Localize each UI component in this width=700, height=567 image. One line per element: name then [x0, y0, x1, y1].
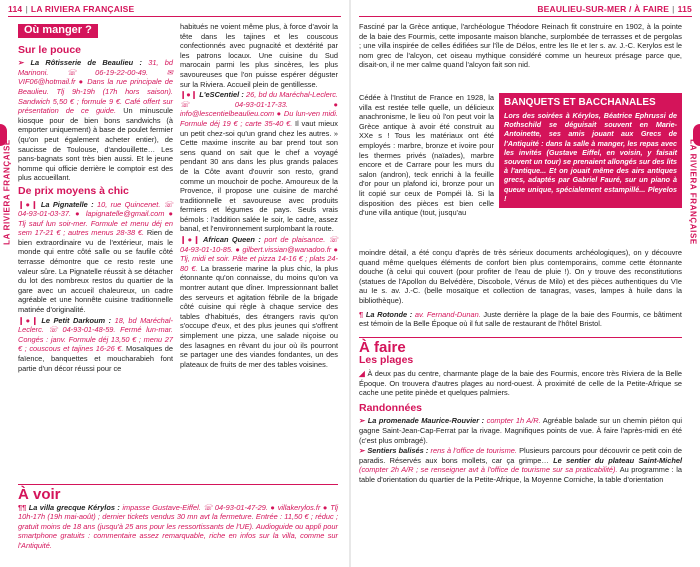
entry-name: L'eSCentiel : [199, 90, 244, 100]
left-page-number: 114 [8, 4, 23, 14]
right-page [351, 0, 700, 567]
entry-name: La Rôtisserie de Beaulieu : [30, 58, 142, 68]
entry-info: av. Fernand-Dunan. [414, 309, 481, 319]
entry-african-queen [180, 235, 338, 369]
kerylos-intro: Fasciné par la Grèce antique, l'archéologue Théodore Reinach fit construire en 1902, à la pointe de la baie des Fourmis, cette imposante maison blanche, surplombée de terrasses et de pergolas ; une villa inspirée de celles édifiées sur l'île de Délos, entre les IIe et Ier s. av. J.-C. Kerylos est le nom grec de l'alcyon, cet oiseau mythique considéré comme un heureux présage parce que, disait-on, il ne mer calme quand l'alcyon fait son nid. [359, 22, 682, 70]
entry-info: 10, rue Quincenet. ☏ 04-93-01-03-37. ● lapignatelle@gmail.com ● Tlj sauf lun soir-mer. Formule et menu déj en sem 17-21 € ; autres menus 28-38 €. [18, 199, 174, 238]
monument-icon: ¶¶ [18, 502, 27, 512]
entry-name: La villa grecque Kérylos : [28, 502, 120, 512]
walk-icon: ➢ [359, 416, 366, 426]
left-running-head: 114 | LA RIVIERA FRANÇAISE [8, 4, 135, 14]
entry-text: Un minuscule kiosque pour de bien bons sandwichs (à emporter uniquement) à base de poulet fermier (qu'on peut également acheter entier), de saucisse de Toulouse, d'andouillette… Les pans-bagnats sont très bien aussi. Et le jeune homme qui officie derrière le comptoir est des plus accueillant. [18, 106, 173, 183]
entry-name: La promenade Maurice-Rouvier : [367, 416, 485, 426]
right-page-number: 115 [677, 4, 692, 14]
left-side-tab-label: LA RIVIERA FRANÇAISE [2, 139, 12, 245]
entry-info: impasse Gustave-Eiffel. ☏ 04-93-01-47-29. ● villakerylos.fr ● Tlj 10h-17h (19h mai-août) ; dernier tickets vendus 30 mn avt la fermeture. Entrée : 11,50 € ; réduc ; gratuit moins de 18 ans (jusqu'à 25 ans pour les ressortissants de l'UE). Audioguide ou appli pour smartphone gratuits : commentaire assez remarquable, riche en infos sur la villa, comme sur l'Antiquité. [18, 502, 338, 550]
box-title: BANQUETS ET BACCHANALES [504, 97, 656, 108]
heading-randonnees: Randonnées [359, 401, 423, 414]
monument-icon: ¶ [359, 309, 364, 319]
sidebar-box-banquets [499, 93, 682, 208]
entry-escentiel [180, 90, 338, 234]
right-wrap-column [359, 93, 494, 219]
entry-text: Juste derrière la plage de la baie des Fourmis, ce bâtiment est témoin de la Belle Époque où il fut salle de restaurant de l'hôtel Bristol. [359, 309, 682, 329]
heading-a-faire: À faire [359, 337, 682, 353]
restaurant-icon: ❙●❙ [18, 315, 38, 325]
entry-text: Il vaut mieux un petit chez-soi qu'un grand chez les autres. » Cette maxime inscrite au bar prend tout son sens quand on sait que le chef a voyagé pendant 30 ans dans les plus grands palaces de la Côte avant d'ouvrir son resto, grand comme un mouchoir de poche. Amoureux de la Provence, il propose une cuisine de marché traditionnelle et savoureuse avec produits fermiers et légumes de pays. Seuls vrais bémols : l'addition salée le soir, le cadre, assez banal, et l'environnement surplombant la route. [180, 118, 338, 234]
entry-petit-darkoum [18, 316, 173, 374]
entry-info: 26, bd du Maréchal-Leclerc. ☏ 04-93-01-17-33. ● info@lescentielbeaulieu.com ● Du lun-ven midi. Formule déj 19 € ; carte 35-40 €. [180, 90, 338, 128]
left-column-2 [180, 22, 338, 370]
entry-name: La Pignatelle : [40, 199, 94, 209]
beach-icon: ◢ [359, 368, 366, 378]
entry-name: African Queen : [203, 235, 261, 245]
left-bottom-section [18, 480, 338, 552]
entry-pignatelle [18, 200, 173, 315]
entry-text: Mosaïques de faïence, banquettes et moucharabieh font partie d'un décor réussi pour ce [18, 344, 173, 373]
entry-villa-kerylos [18, 503, 338, 551]
entry-text: Rien de bien extraordinaire vu de l'extérieur, mais le monde qui entre côté salle ou se faufile côté terrasse démontre que ce resto reste une valeur sûre. La Pignatelle réussit à se détacher du lot des nombreux restos du quartier de la gare avec un accueil chaleureux, un cadre agréable et une honnête cuisine traditionnelle matinée d'originalité. [18, 228, 173, 315]
right-running-title: BEAULIEU-SUR-MER / À FAIRE [537, 4, 670, 14]
takeaway-icon: ➢ [18, 58, 25, 68]
right-side-tab-label: LA RIVIERA FRANÇAISE [688, 139, 698, 245]
kerylos-wrap-text: Cédée à l'Institut de France en 1928, la villa est restée telle quelle, un délicieux anachronisme, le lieu où l'on peut voir la Grèce antique à avoir été construit au XXe s ! Tous les matériaux ont été employés : marbre, bronze et ivoire pour les thermes privés (naïades), marbre encore et de Carrare pour les murs du salon (andron), teck enrichi à la feuille d'or pour un plafond ici, bronze pour un lit copié sur ceux de Pompéi là. Si la disposition des pièces est bien celle d'une villa antique (tout, jusqu'au [359, 93, 494, 218]
entry-info: 31, bd Marinoni. ☏ 06-19-22-00-49. ✉ VIF06@hotmail.fr ● Dans la rue principale de Beaulieu. Tlj 9h-19h (17h hors saison). Sandwich 5,50 € ; formule 9 €. Café offert sur présentation de ce guide. [18, 58, 173, 116]
right-running-head: BEAULIEU-SUR-MER / À FAIRE | 115 [537, 4, 692, 14]
entry-subname: Le sentier du plateau Saint-Michel [553, 455, 683, 465]
left-side-tab [0, 112, 14, 272]
entry-subtext: Au programme : la table d'orientation du quartier de la Petite-Afrique, la Moyenne Corniche, la table d'orientation [359, 465, 682, 484]
heading-sur-le-pouce: Sur le pouce [18, 43, 82, 56]
plages-text [359, 369, 682, 398]
right-intro [359, 22, 682, 71]
restaurant-icon: ❙●❙ [180, 90, 198, 100]
entry-info: 18, bd Maréchal-Leclerc. ☏ 04-93-01-48-59. Fermé lun-mar. Congés : janv. Formule déj 13,50 € ; menu 27 € ; couscous et tajines 16-26 €. [18, 315, 173, 354]
left-column-1 [18, 22, 173, 374]
kerylos-continuation: moindre détail, a été conçu d'après de très sérieux documents archéologiques), on y découvre quand même quelques éléments de confort bien plus contemporains, comme cette étonnante douche (à celui qui couvert (pour profiter de l'eau de pluie !). On y trouve des reconstitutions (statues de l'Apollon du Belvédère, Discobole, Vénus de Milo) et des pièces authentiques du VIe au Ie s. av. J.-C. (belle mosaïque et collection de tanagras, vases, lampes à huile dans la bibliothèque). [359, 248, 682, 305]
entry-name: La Rotonde : [365, 309, 413, 319]
entry-rotonde [359, 310, 682, 329]
entry-text: La brasserie marine la plus chic, la plus étonnante qu'on connaisse, du moins qu'on va montrer autant que dîner. Impressionnant ballet des serveurs et agitation fébrile de la brigade côté cuisine qui règle à chaque service des tables d'habitués, des étrangers ravis qu'on s'occupe d'eux, et des plus jeunes qui s'offrent simplement une pizza, une salade niçoise ou des lasagnes en rêvant du jour où ils pourront se partager une des viandes fondantes, un des plateaux de fruits de mer des tables voisines. [180, 263, 338, 369]
right-header-rule [359, 16, 692, 17]
restaurant-icon: ❙●❙ [180, 235, 200, 245]
entry-name: Sentiers balisés : [367, 446, 429, 456]
box-body: Lors des soirées à Kérylos, Béatrice Ephrussi de Rothschild se déguisait souvent en Marie-Antoinette, ses amis jouant aux Grecs de l'Antiquité : dans la salle à manger, les repas avec les invités (Gustave Eiffel, en voisin, y faisait souvent un tour) se prenaient allongés sur des lits à l'antique... Et on jouait même des airs antiques grecs, adaptés par Gabriel Fauré, sur un piano à queue unique, spécialement estampillé... Pleyelos ! [504, 111, 677, 203]
left-page [0, 0, 349, 567]
right-main-flow [359, 248, 682, 485]
entry-info: rens à l'office de tourisme. [430, 446, 517, 456]
entry-text: Agréable balade sur un chemin piéton qui gagne Saint-Jean-Cap-Ferrat par la rivage. Magnifiques points de vue. À faire l'après-midi en été (c'est plus ombragé). [359, 416, 682, 445]
entry-promenade-rouvier [359, 416, 682, 445]
entry-text: Plusieurs parcours pour découvrir ce petit coin de paradis. Réservés aux bons mollets, car ça grimpe… [359, 446, 682, 465]
entry-sentiers-balises [359, 446, 682, 484]
heading-a-voir: À voir [18, 484, 338, 500]
entry-name: Le Petit Darkoum : [41, 315, 112, 325]
entry-subinfo: (compter 2h A/R ; se renseigner avt à l'office de tourisme sur sa praticabilité). [359, 465, 618, 475]
walk-icon: ➢ [359, 446, 366, 456]
heading-prix-moyens: De prix moyens à chic [18, 184, 129, 197]
entry-info: port de plaisance. ☏ 04-93-01-10-85. ● gilbert.vissian@wanadoo.fr ● Tlj, midi et soir. Pâte et pizza 14-16 € ; plats 24-80 €. [180, 235, 339, 273]
left-header-rule [8, 16, 341, 17]
right-side-tab [686, 112, 700, 272]
plages-body: À deux pas du centre, charmante plage de la baie des Fourmis, encore très Riviera de la Belle Époque. On trouvera d'autres plages au nord-ouest. À proximité de celle de la Petite-Afrique se cache une petite pinède et quelques palmiers. [359, 368, 683, 398]
restaurant-icon: ❙●❙ [18, 199, 38, 209]
entry-rotisserie [18, 58, 173, 183]
left-running-title: LA RIVIERA FRANÇAISE [30, 4, 135, 14]
section-title-ou-manger: Où manger ? [18, 24, 98, 38]
entry-info: compter 1h A/R. [486, 416, 541, 426]
heading-les-plages: Les plages [359, 354, 414, 367]
mid-col-continuation: habitués ne voient même plus, à force d'avoir la tête dans les tajines et les couscous confectionnés avec pugnacité et dextérité par les patrons locaux. Une cuisine du Sud marocain parmi les plus sincères, les plus savoureuses que l'on puisse espérer déguster sur la Riviera. Accueil plein de gentillesse. [180, 22, 338, 89]
